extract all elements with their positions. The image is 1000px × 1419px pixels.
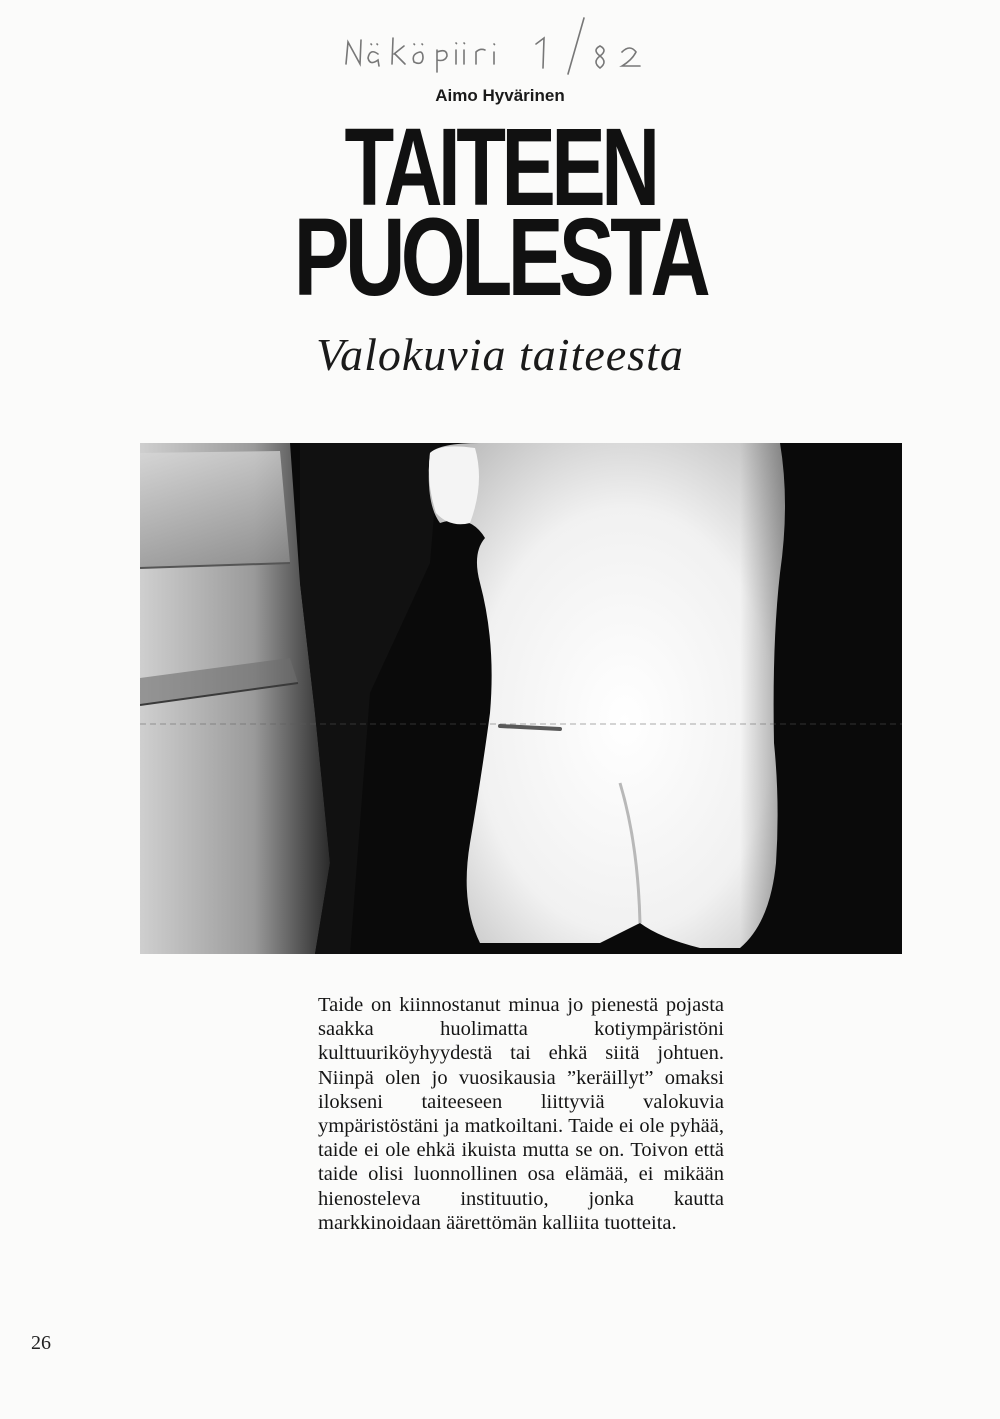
photo-image: [140, 443, 902, 954]
headline-line-2: PUOLESTA: [293, 196, 707, 319]
handwritten-note-drawing: [338, 14, 668, 76]
page-number: 26: [31, 1332, 51, 1354]
article-body: Taide on kiinnostanut minua jo pienestä pojasta saakka huolimatta kotiympäristöni kulttuuriköyhyydestä tai ehkä siitä johtuen. Niinpä olen jo vuosikausia ”keräillyt” omaksi ilokseni taiteeseen liittyviä valokuvia ympäristöstäni ja matkoiltani. Taide ei ole pyhää, taide ei ole ehkä ikuista mutta se on. Toivon että taide olisi luonnollinen osa elämää, ei mikään hienosteleva instituutio, jonka kautta markkinoidaan äärettömän kalliita tuotteita.: [318, 994, 724, 1234]
author-name: Aimo Hyvärinen: [435, 86, 565, 105]
subtitle: Valokuvia taiteesta: [316, 329, 684, 380]
sculpture-torso-photo: [140, 443, 902, 954]
headline-line-1: TAITEEN: [344, 106, 656, 229]
handwritten-note: [338, 14, 668, 76]
